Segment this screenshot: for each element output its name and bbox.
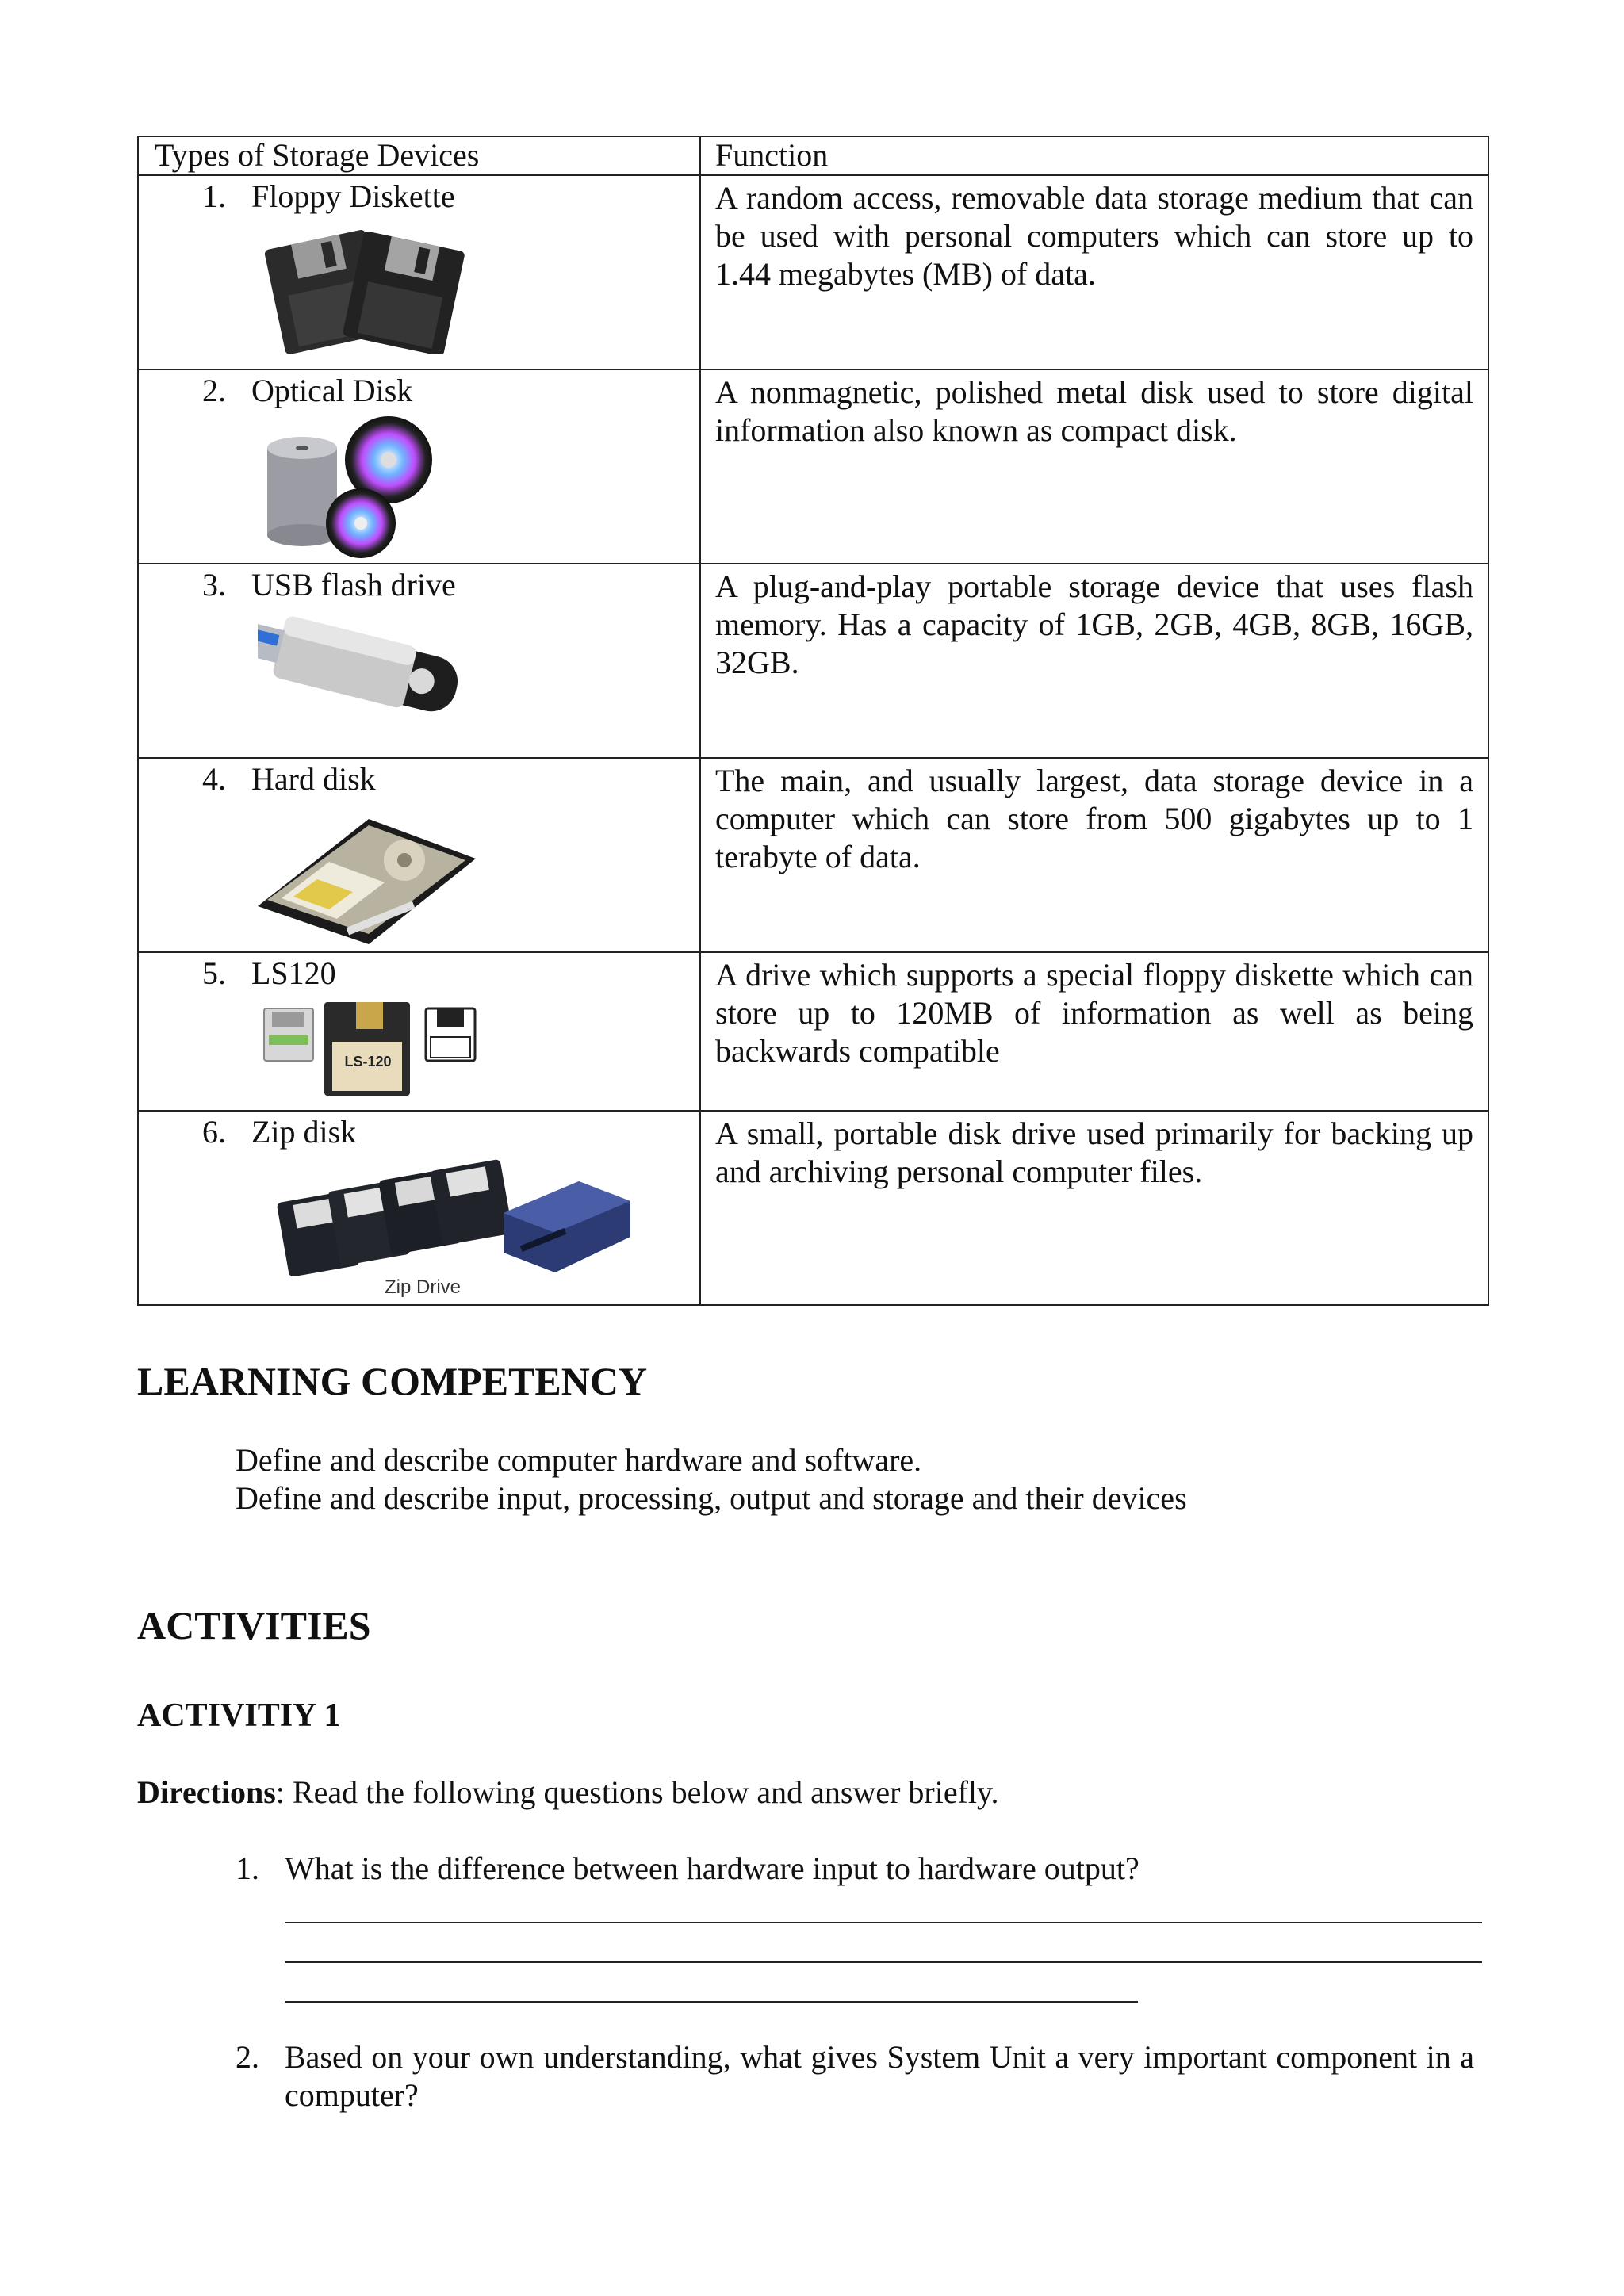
table-row xyxy=(138,1111,1488,1305)
table-row xyxy=(138,175,1488,369)
answer-line[interactable] xyxy=(285,1922,1482,1923)
function-cell: A random access, removable data storage medium that can be used with personal computers which can store up to 1.44 megabytes (MB) of data. xyxy=(700,175,1488,369)
competency-item: Define and describe input, processing, output and storage and their devices xyxy=(236,1480,1187,1516)
competency-item: Define and describe computer hardware and software. xyxy=(236,1442,922,1478)
question-number: 2. xyxy=(236,2039,259,2075)
storage-devices-table xyxy=(137,136,1489,1306)
hard-disk-image xyxy=(250,803,480,946)
device-name: Floppy Diskette xyxy=(251,178,455,214)
row-number: 5. xyxy=(202,955,226,991)
table-row xyxy=(138,952,1488,1111)
learning-competency-heading: LEARNING COMPETENCY xyxy=(137,1359,648,1403)
device-cell xyxy=(138,1111,700,1305)
device-name: LS120 xyxy=(251,955,336,991)
question-text: Based on your own understanding, what gives System Unit a very important component in a computer? xyxy=(285,2039,1474,2113)
function-cell: A small, portable disk drive used primarily for backing up and archiving personal computer files. xyxy=(700,1111,1488,1305)
zip-disk-image xyxy=(266,1158,638,1300)
function-cell: A nonmagnetic, polished metal disk used to store digital information also known as compact disk. xyxy=(700,369,1488,564)
answer-line[interactable] xyxy=(285,1961,1482,1963)
device-name: Hard disk xyxy=(251,761,376,797)
optical-disk-image xyxy=(250,416,456,559)
usb-flash-drive-image xyxy=(258,609,480,752)
table-row xyxy=(138,758,1488,952)
device-cell xyxy=(138,564,700,758)
directions-text: : Read the following questions below and answer briefly. xyxy=(275,1774,999,1810)
function-cell: A plug-and-play portable storage device that uses flash memory. Has a capacity of 1GB, 2GB, 4GB, 8GB, 16GB, 32GB. xyxy=(700,564,1488,758)
device-cell xyxy=(138,952,700,1111)
device-cell xyxy=(138,369,700,564)
row-number: 1. xyxy=(202,178,226,214)
row-number: 4. xyxy=(202,761,226,797)
zip-drive-image-label: Zip Drive xyxy=(385,1276,462,1298)
question-number: 1. xyxy=(236,1850,259,1886)
directions-label: Directions xyxy=(137,1774,276,1810)
device-name: Optical Disk xyxy=(251,373,413,408)
function-cell: A drive which supports a special floppy diskette which can store up to 120MB of information as well as being backwards compatible xyxy=(700,952,1488,1111)
table-row xyxy=(138,564,1488,758)
function-cell: The main, and usually largest, data storage device in a computer which can store from 500 gigabytes up to 1 terabyte of data. xyxy=(700,758,1488,952)
device-cell xyxy=(138,758,700,952)
ls120-image xyxy=(261,1001,483,1100)
device-cell xyxy=(138,175,700,369)
ls120-image-label: LS-120 xyxy=(344,1054,392,1070)
table-row xyxy=(138,369,1488,564)
header-cell-function: Function xyxy=(700,136,1488,175)
row-number: 2. xyxy=(202,373,226,408)
device-name: Zip disk xyxy=(251,1114,357,1150)
device-name: USB flash drive xyxy=(251,567,456,603)
row-number: 3. xyxy=(202,567,226,603)
table-header-row xyxy=(138,136,1488,175)
question-text: What is the difference between hardware input to hardware output? xyxy=(285,1850,1139,1886)
activities-heading: ACTIVITIES xyxy=(137,1603,371,1647)
floppy-diskette-image xyxy=(258,224,472,354)
row-number: 6. xyxy=(202,1114,226,1150)
directions xyxy=(137,1774,998,1812)
answer-line[interactable] xyxy=(285,2001,1138,2003)
activity-1-heading: ACTIVITIY 1 xyxy=(137,1697,341,1734)
header-cell-types: Types of Storage Devices xyxy=(138,136,700,175)
